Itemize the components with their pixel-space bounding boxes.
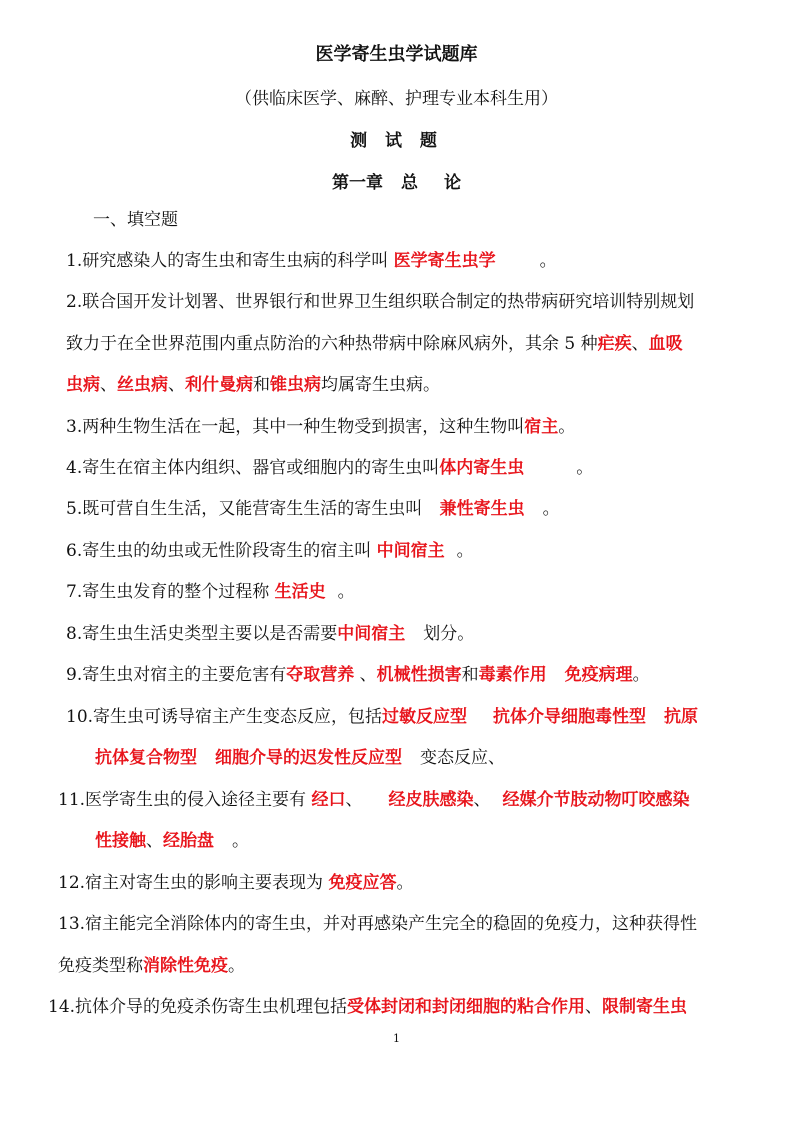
part-heading: 一、填空题 xyxy=(93,210,178,230)
answer: 夺取营养 xyxy=(286,665,355,685)
page-number: 1 xyxy=(393,1032,400,1045)
answer: 受体封闭和封闭细胞的粘合作用 xyxy=(347,997,586,1017)
answer: 抗体介导细胞毒性型 xyxy=(493,707,647,727)
question-4: 4.寄生在宿主体内组织、器官或细胞内的寄生虫叫体内寄生虫 。 xyxy=(66,458,594,478)
answer: 经皮肤感染 xyxy=(388,790,474,810)
section-title: 测 试 题 xyxy=(350,131,443,151)
question-12: 12.宿主对寄生虫的影响主要表现为 免疫应答。 xyxy=(58,873,414,893)
answer: 经胎盘 xyxy=(163,831,214,851)
answer: 丝虫病 xyxy=(117,375,168,395)
answer: 机械性损害 xyxy=(376,665,462,685)
answer: 免疫应答 xyxy=(328,873,397,893)
answer: 限制寄生虫 xyxy=(602,997,688,1017)
chapter-word-1: 总 xyxy=(401,173,418,193)
question-14: 14.抗体介导的免疫杀伤寄生虫机理包括受体封闭和封闭细胞的粘合作用、限制寄生虫 xyxy=(48,997,688,1017)
answer: 经口 xyxy=(311,790,346,810)
answer: 医学寄生虫学 xyxy=(393,251,496,271)
answer: 利什曼病 xyxy=(185,375,253,395)
answer: 宿主 xyxy=(524,417,559,437)
answer: 抗体复合物型 xyxy=(95,748,197,768)
question-8: 8.寄生虫生活史类型主要以是否需要中间宿主 划分。 xyxy=(66,624,475,644)
question-3: 3.两种生物生活在一起，其中一种生物受到损害，这种生物叫宿主。 xyxy=(66,417,576,437)
answer: 兼性寄生虫 xyxy=(439,499,525,519)
answer: 生活史 xyxy=(274,582,326,602)
question-13: 13.宿主能完全消除体内的寄生虫，并对再感染产生完全的稳固的免疫力，这种获得性 xyxy=(58,914,698,934)
chapter-title xyxy=(0,168,793,193)
answer: 血吸 xyxy=(648,334,683,354)
answer: 疟疾 xyxy=(597,334,632,354)
answer: 体内寄生虫 xyxy=(439,458,525,478)
question-2-line-3: 虫病、丝虫病、利什曼病和锥虫病均属寄生虫病。 xyxy=(66,375,440,395)
chapter-label: 第一章 xyxy=(332,173,383,193)
question-10: 10.寄生虫可诱导宿主产生变态反应，包括过敏反应型 抗体介导细胞毒性型 抗原 xyxy=(66,707,699,727)
question-11: 11.医学寄生虫的侵入途径主要有 经口、 经皮肤感染、 经媒介节肢动物叮咬感染 xyxy=(58,790,690,810)
document-title: 医学寄生虫学试题库 xyxy=(315,44,478,65)
document-subtitle: （供临床医学、麻醉、护理专业本科生用） xyxy=(235,89,558,109)
question-7: 7.寄生虫发育的整个过程称 生活史 。 xyxy=(66,582,355,602)
question-2-line-2: 致力于在全世界范围内重点防治的六种热带病中除麻风病外，其余 5 种疟疾、血吸 xyxy=(66,334,683,354)
question-11-line-2: 性接触、经胎盘 。 xyxy=(95,831,249,851)
answer: 中间宿主 xyxy=(376,541,445,561)
answer: 消除性免疫 xyxy=(143,956,228,976)
answer: 抗原 xyxy=(664,707,699,727)
answer: 经媒介节肢动物叮咬感染 xyxy=(502,790,690,810)
question-10-line-2: 抗体复合物型 细胞介导的迟发性反应型 变态反应、 xyxy=(95,748,505,768)
answer: 毒素作用 xyxy=(478,665,547,685)
question-13-line-2: 免疫类型称消除性免疫。 xyxy=(58,956,245,976)
answer: 锥虫病 xyxy=(270,375,321,395)
answer: 性接触 xyxy=(95,831,146,851)
answer: 细胞介导的迟发性反应型 xyxy=(215,748,402,768)
question-6: 6.寄生虫的幼虫或无性阶段寄生的宿主叫 中间宿主 。 xyxy=(66,541,474,561)
answer: 过敏反应型 xyxy=(382,707,468,727)
question-9: 9.寄生虫对宿主的主要危害有夺取营养 、机械性损害和毒素作用 免疫病理。 xyxy=(66,665,650,685)
question-1: 1.研究感染人的寄生虫和寄生虫病的科学叫 医学寄生虫学 。 xyxy=(66,251,557,271)
answer: 中间宿主 xyxy=(337,624,406,644)
chapter-word-2: 论 xyxy=(444,173,461,193)
answer: 免疫病理 xyxy=(564,665,633,685)
question-5: 5.既可营自生生活，又能营寄生生活的寄生虫叫 兼性寄生虫 。 xyxy=(66,499,560,519)
question-2: 2.联合国开发计划署、世界银行和世界卫生组织联合制定的热带病研究培训特别规划 xyxy=(66,292,695,312)
answer: 虫病 xyxy=(66,375,100,395)
